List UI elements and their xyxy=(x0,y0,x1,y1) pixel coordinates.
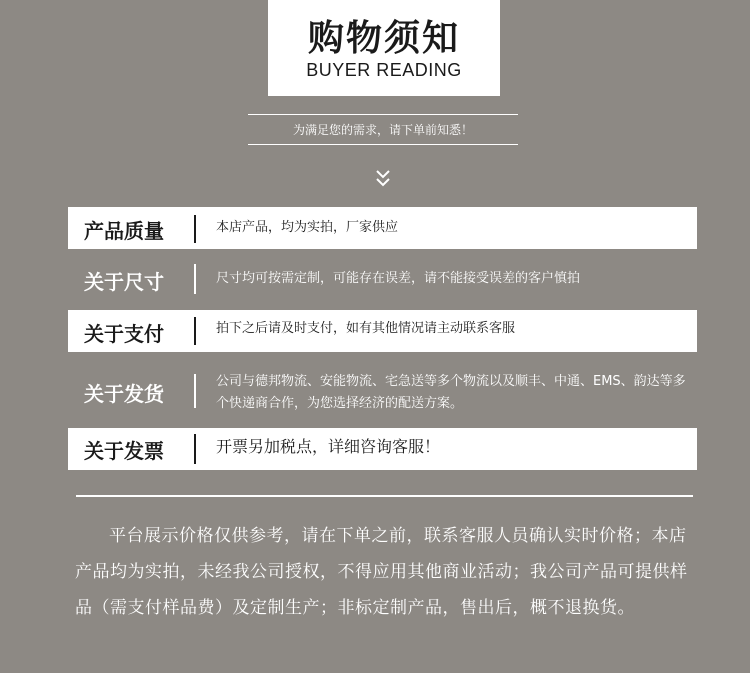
page-title-english: BUYER READING xyxy=(306,60,462,80)
section-divider xyxy=(194,434,196,464)
subtitle-banner xyxy=(248,114,518,144)
section-product-quality xyxy=(68,207,697,249)
section-size xyxy=(68,258,697,300)
double-chevron-down-icon xyxy=(371,168,395,190)
section-desc: 尺寸均可按需定制，可能存在误差，请不能接受误差的客户慎拍 xyxy=(216,271,581,286)
page-title: 购物须知 xyxy=(307,18,460,59)
divider xyxy=(76,495,693,497)
title-box xyxy=(268,0,500,96)
section-invoice xyxy=(68,428,697,470)
section-desc: 拍下之后请及时支付，如有其他情况请主动联系客服 xyxy=(216,321,516,336)
divider xyxy=(248,114,518,115)
section-label: 关于发货 xyxy=(84,382,164,406)
section-desc: 本店产品，均为实拍，厂家供应 xyxy=(216,220,399,235)
notice-text: 平台展示价格仅供参考，请在下单之前，联系客服人员确认实时价格；本店产品均为实拍，未经我公司授权，不得应用其他商业活动；我公司产品可提供样品（需支付样品费）及定制生产；非标定制产品，售出后，概不退换货。 xyxy=(75,526,688,618)
section-divider xyxy=(194,317,196,345)
section-label: 产品质量 xyxy=(84,219,164,243)
section-desc: 公司与德邦物流、安能物流、宅急送等多个物流以及顺丰、中通、EMS、韵达等多个快递商合作，为您选择经济的配送方案。 xyxy=(216,374,686,411)
section-desc: 开票另加税点，详细咨询客服！ xyxy=(216,437,441,456)
section-label: 关于支付 xyxy=(84,322,164,346)
section-label: 关于尺寸 xyxy=(84,270,164,294)
subtitle: 为满足您的需求，请下单前知悉！ xyxy=(292,123,473,137)
section-divider xyxy=(194,264,196,294)
section-label: 关于发票 xyxy=(84,439,164,463)
section-shipping xyxy=(68,364,697,420)
section-divider xyxy=(194,215,196,243)
section-divider xyxy=(194,374,196,408)
section-payment xyxy=(68,310,697,352)
notice-paragraph xyxy=(75,518,700,626)
divider xyxy=(248,144,518,145)
